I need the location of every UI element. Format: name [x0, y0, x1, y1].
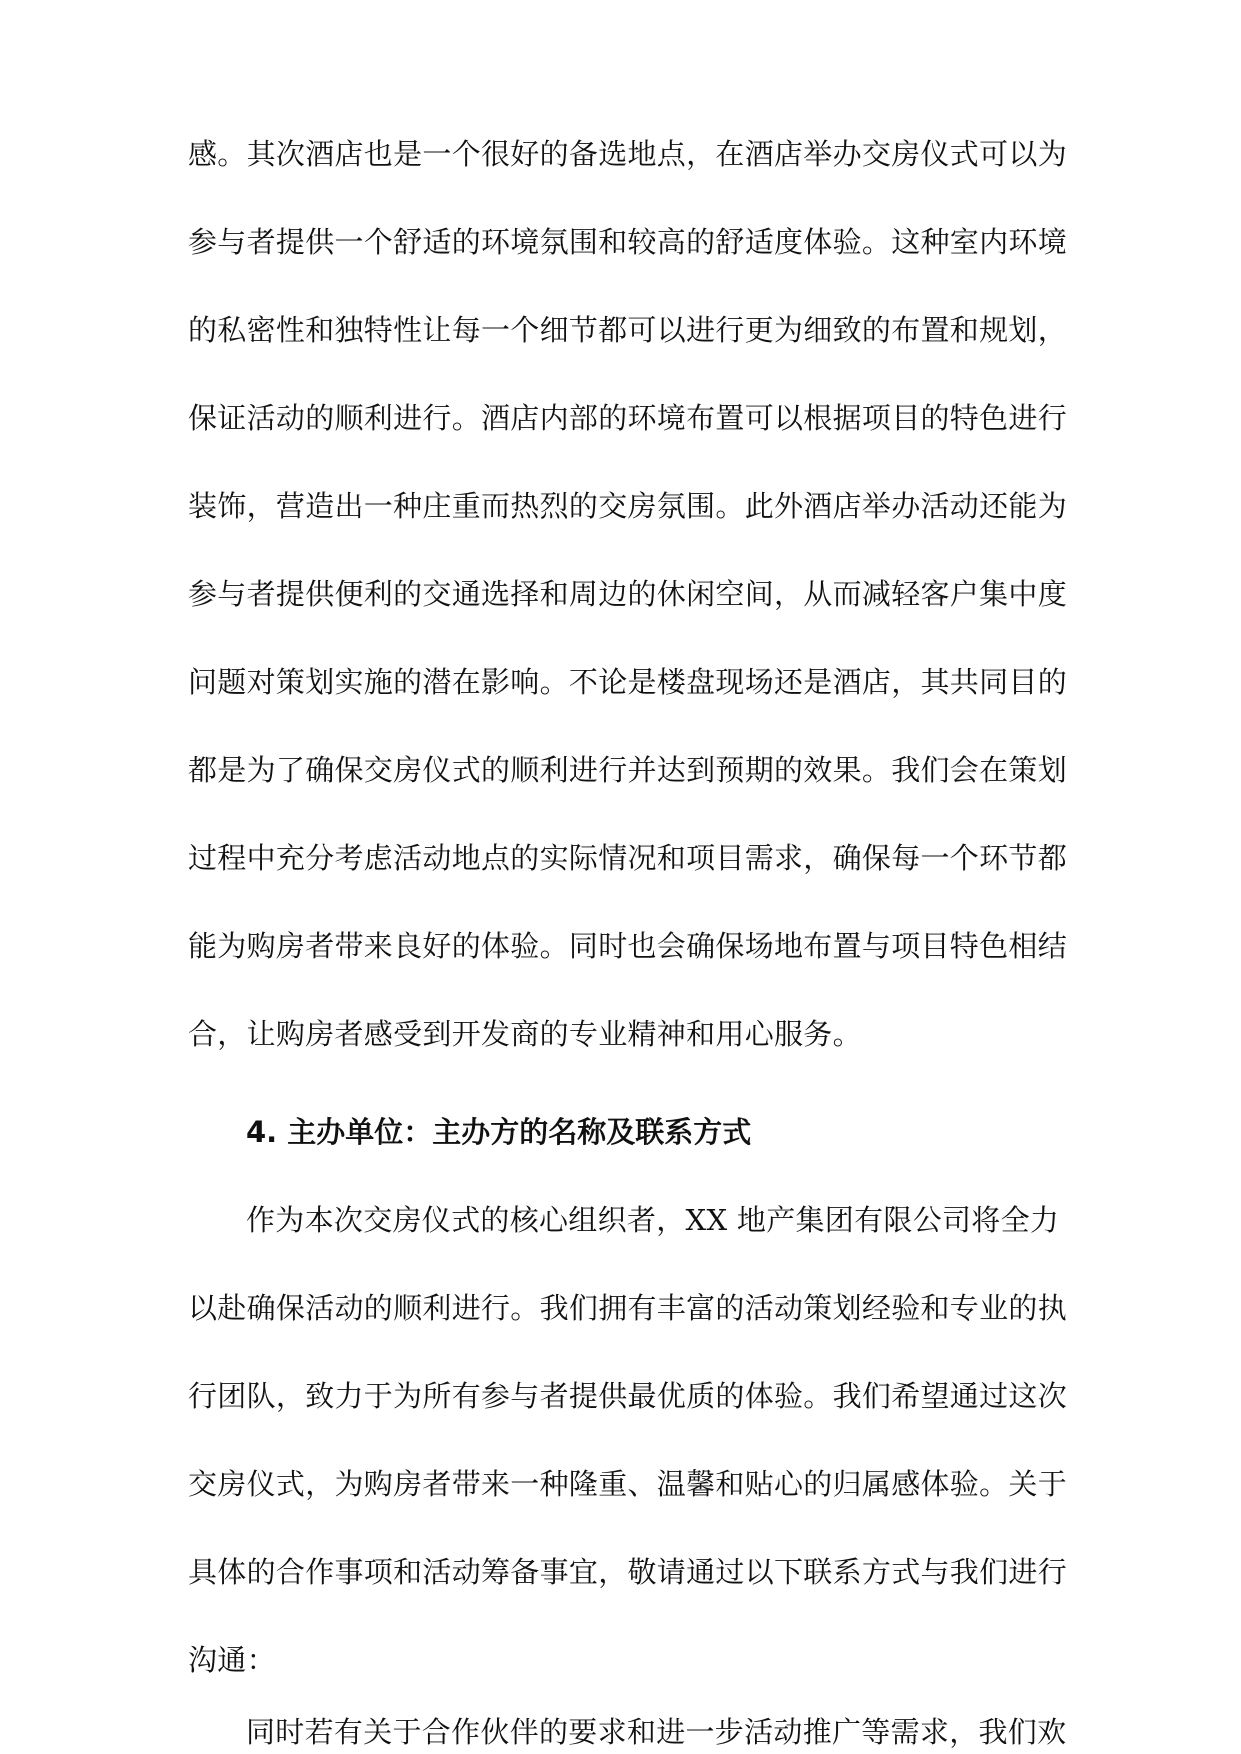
paragraph-line: 作为本次交房仪式的核心组织者，XX 地产集团有限公司将全力: [246, 1203, 1060, 1237]
paragraph-line: 同时若有关于合作伙伴的要求和进一步活动推广等需求，我们欢: [246, 1715, 1067, 1749]
paragraph-line: 问题对策划实施的潜在影响。不论是楼盘现场还是酒店，其共同目的: [188, 665, 1068, 699]
paragraph-line: 具体的合作事项和活动筹备事宜，敬请通过以下联系方式与我们进行: [188, 1555, 1068, 1589]
paragraph-line: 能为购房者带来良好的体验。同时也会确保场地布置与项目特色相结: [188, 929, 1068, 963]
section-heading: 4. 主办单位：主办方的名称及联系方式: [246, 1115, 752, 1149]
paragraph-line: 行团队，致力于为所有参与者提供最优质的体验。我们希望通过这次: [188, 1379, 1068, 1413]
paragraph-line: 过程中充分考虑活动地点的实际情况和项目需求，确保每一个环节都: [188, 841, 1068, 875]
paragraph-line: 以赴确保活动的顺利进行。我们拥有丰富的活动策划经验和专业的执: [188, 1291, 1068, 1325]
paragraph-line: 参与者提供一个舒适的环境氛围和较高的舒适度体验。这种室内环境: [188, 225, 1068, 259]
paragraph-line: 沟通：: [188, 1643, 276, 1677]
paragraph-line: 合，让购房者感受到开发商的专业精神和用心服务。: [188, 1017, 862, 1051]
paragraph-line: 的私密性和独特性让每一个细节都可以进行更为细致的布置和规划，: [188, 313, 1068, 347]
paragraph-line: 感。其次酒店也是一个很好的备选地点，在酒店举办交房仪式可以为: [188, 137, 1068, 171]
paragraph-line: 保证活动的顺利进行。酒店内部的环境布置可以根据项目的特色进行: [188, 401, 1068, 435]
paragraph-line: 参与者提供便利的交通选择和周边的休闲空间，从而减轻客户集中度: [188, 577, 1068, 611]
paragraph-line: 交房仪式，为购房者带来一种隆重、温馨和贴心的归属感体验。关于: [188, 1467, 1068, 1501]
paragraph-line: 装饰，营造出一种庄重而热烈的交房氛围。此外酒店举办活动还能为: [188, 489, 1068, 523]
paragraph-line: 都是为了确保交房仪式的顺利进行并达到预期的效果。我们会在策划: [188, 753, 1068, 787]
